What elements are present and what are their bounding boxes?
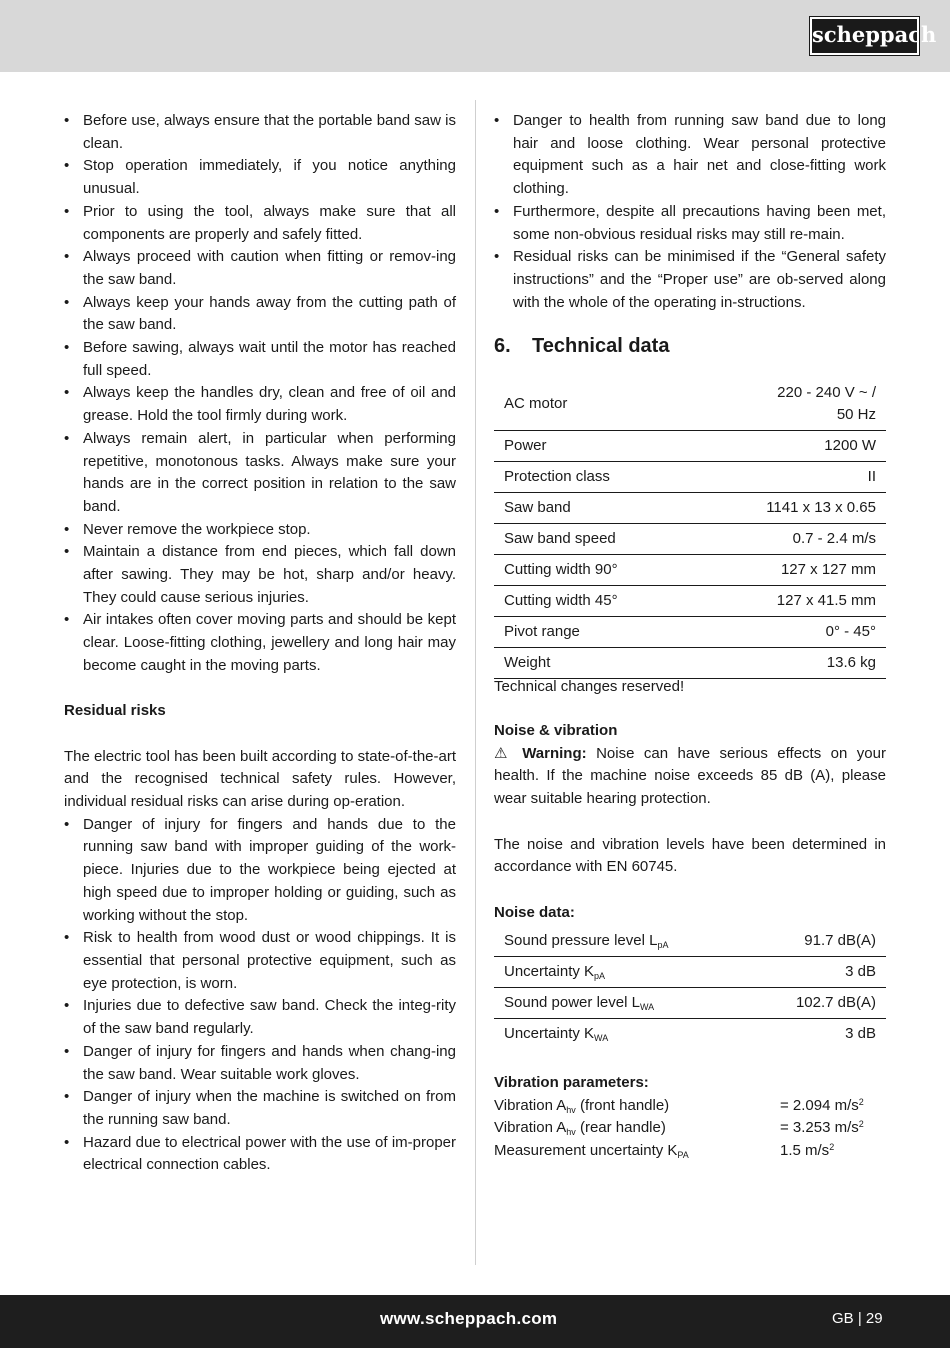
spec-value: 1141 x 13 x 0.65	[693, 493, 886, 524]
list-item: • Air intakes often cover moving parts and should be kept clear. Loose-fitting clothing, jewellery and long hair may become caught in the moving parts.	[64, 609, 456, 677]
brand-logo: scheppach	[810, 17, 919, 55]
residual-risks-list	[64, 814, 456, 1177]
table-row	[494, 988, 886, 1019]
noise-data-heading: Noise data:	[494, 903, 575, 921]
spec-value: 220 - 240 V ~ / 50 Hz	[693, 382, 886, 431]
spec-label: AC motor	[494, 382, 693, 431]
noise-warning	[494, 743, 886, 811]
table-row	[494, 431, 886, 462]
section-heading	[494, 334, 886, 358]
noise-label: Sound pressure level $L_{pA}$	[494, 926, 748, 957]
list-item: • Risk to health from wood dust or wood chippings. It is essential that personal protective equipment, such as eye protection, is worn.	[64, 927, 456, 995]
vibration-label: Vibration $A_{hv}$ (rear handle)	[494, 1119, 666, 1138]
table-row	[494, 617, 886, 648]
spec-value: 127 x 127 mm	[693, 555, 886, 586]
table-row	[494, 926, 886, 957]
vibration-row	[494, 1095, 886, 1118]
noise-value: 91.7 dB(A)	[748, 926, 886, 957]
vibration-value: = 2.094 $m/s^2$	[780, 1096, 864, 1114]
spec-label: Weight	[494, 648, 693, 679]
spec-value: 127 x 41.5 mm	[693, 586, 886, 617]
table-row	[494, 648, 886, 679]
vibration-value: = 3.253 $m/s^2$	[780, 1119, 864, 1137]
technical-data-table	[494, 382, 886, 679]
spec-value: 0.7 - 2.4 m/s	[693, 524, 886, 555]
vibration-row	[494, 1140, 886, 1163]
page-header	[0, 0, 950, 72]
list-item: • Hazard due to electrical power with the use of im-proper electrical connection cables.	[64, 1132, 456, 1177]
list-item: • Residual risks can be minimised if the “General safety instructions” and the “Proper use” are ob-served along with the whole of the operating in-structions.	[494, 246, 886, 314]
column-divider	[475, 100, 476, 1265]
noise-value: 3 dB	[748, 957, 886, 988]
noise-vibration-heading: Noise & vibration	[494, 722, 618, 740]
page-footer	[0, 1295, 950, 1348]
list-item: • Danger to health from running saw band due to long hair and loose clothing. Wear personal protective equipment such as a hair net and close-fitting work clothing.	[494, 110, 886, 201]
spec-label: Saw band	[494, 493, 693, 524]
residual-risks-heading: Residual risks	[64, 702, 166, 720]
spec-label: Cutting width 90°	[494, 555, 693, 586]
technical-changes-note: Technical changes reserved!	[494, 678, 685, 696]
section-number: 6.	[494, 335, 511, 358]
spec-value: 13.6 kg	[693, 648, 886, 679]
list-item: • Before use, always ensure that the portable band saw is clean.	[64, 110, 456, 155]
spec-label: Power	[494, 431, 693, 462]
table-row	[494, 462, 886, 493]
table-row	[494, 524, 886, 555]
left-column	[64, 110, 456, 1177]
noise-data-table	[494, 926, 886, 1049]
list-item: • Danger of injury for fingers and hands due to the running saw band with improper guiding of the work-piece. Injuries due to the workpiece being ejected at high speed due to improper holding or guiding, such as working without the stop.	[64, 814, 456, 928]
vibration-label: Measurement uncertainty $K_{PA}$	[494, 1142, 689, 1161]
noise-label: Sound power level $L_{WA}$	[494, 988, 748, 1019]
list-item: • Danger of injury for fingers and hands when chang-ing the saw band. Wear suitable work gloves.	[64, 1041, 456, 1086]
residual-risks-list-continued	[494, 110, 886, 314]
vibration-value: 1.5 $m/s^2$	[780, 1142, 835, 1160]
table-row	[494, 957, 886, 988]
table-row	[494, 382, 886, 431]
list-item: • Stop operation immediately, if you notice anything unusual.	[64, 155, 456, 200]
residual-risks-intro: The electric tool has been built according to state-of-the-art and the recognised technical safety rules. However, individual residual risks can arise during op-eration.	[64, 747, 456, 811]
noise-value: 102.7 dB(A)	[748, 988, 886, 1019]
table-row	[494, 1019, 886, 1050]
spec-value: 1200 W	[693, 431, 886, 462]
spec-label: Pivot range	[494, 617, 693, 648]
noise-value: 3 dB	[845, 1025, 876, 1043]
spec-value: II	[693, 462, 886, 493]
warning-text: Noise can have serious effects on your health. If the machine noise exceeds 85 dB (A), please wear suitable hearing protection.	[494, 744, 886, 808]
table-row	[494, 586, 886, 617]
table-row	[494, 493, 886, 524]
vibration-label: Vibration $A_{hv}$ (front handle)	[494, 1096, 670, 1115]
list-item: • Furthermore, despite all precautions having been met, some non-obvious residual risks may still re-main.	[494, 201, 886, 246]
vibration-row	[494, 1117, 886, 1140]
list-item: • Never remove the workpiece stop.	[64, 519, 456, 542]
footer-website-link[interactable]: www.scheppach.com	[380, 1309, 558, 1328]
list-item: • Injuries due to defective saw band. Check the integ-rity of the saw band regularly.	[64, 995, 456, 1040]
vibration-heading: Vibration parameters:	[494, 1074, 649, 1091]
table-row	[494, 555, 886, 586]
safety-bullet-list	[64, 110, 456, 678]
list-item: • Maintain a distance from end pieces, which fall down after sawing. They may be hot, sharp and/or heavy. They could cause serious injuries.	[64, 541, 456, 609]
section-title: Technical data	[532, 335, 670, 358]
list-item: • Danger of injury when the machine is switched on from the running saw band.	[64, 1086, 456, 1131]
list-item: • Prior to using the tool, always make sure that all components are properly and safely fitted.	[64, 201, 456, 246]
list-item: • Always keep your hands away from the cutting path of the saw band.	[64, 292, 456, 337]
spec-label: Cutting width 45°	[494, 586, 693, 617]
page-number: GB | 29	[832, 1310, 883, 1327]
noise-label: Uncertainty $K_{pA}$	[494, 957, 748, 988]
warning-icon: ⚠	[494, 744, 513, 762]
spec-label: Saw band speed	[494, 524, 693, 555]
list-item: • Always keep the handles dry, clean and free of oil and grease. Hold the tool firmly during work.	[64, 382, 456, 427]
spec-value: 0° - 45°	[693, 617, 886, 648]
spec-label: Protection class	[494, 462, 693, 493]
list-item: • Always proceed with caution when fitting or remov-ing the saw band.	[64, 246, 456, 291]
warning-label: Warning:	[522, 744, 587, 762]
noise-levels-text: The noise and vibration levels have been determined in accordance with EN 60745.	[494, 835, 886, 876]
list-item: • Always remain alert, in particular when performing repetitive, monotonous tasks. Always make sure your hands are in the correct position in relation to the saw band.	[64, 428, 456, 519]
list-item: • Before sawing, always wait until the motor has reached full speed.	[64, 337, 456, 382]
right-column	[494, 110, 886, 1163]
noise-label: Uncertainty $K_{WA}$	[504, 1025, 609, 1044]
